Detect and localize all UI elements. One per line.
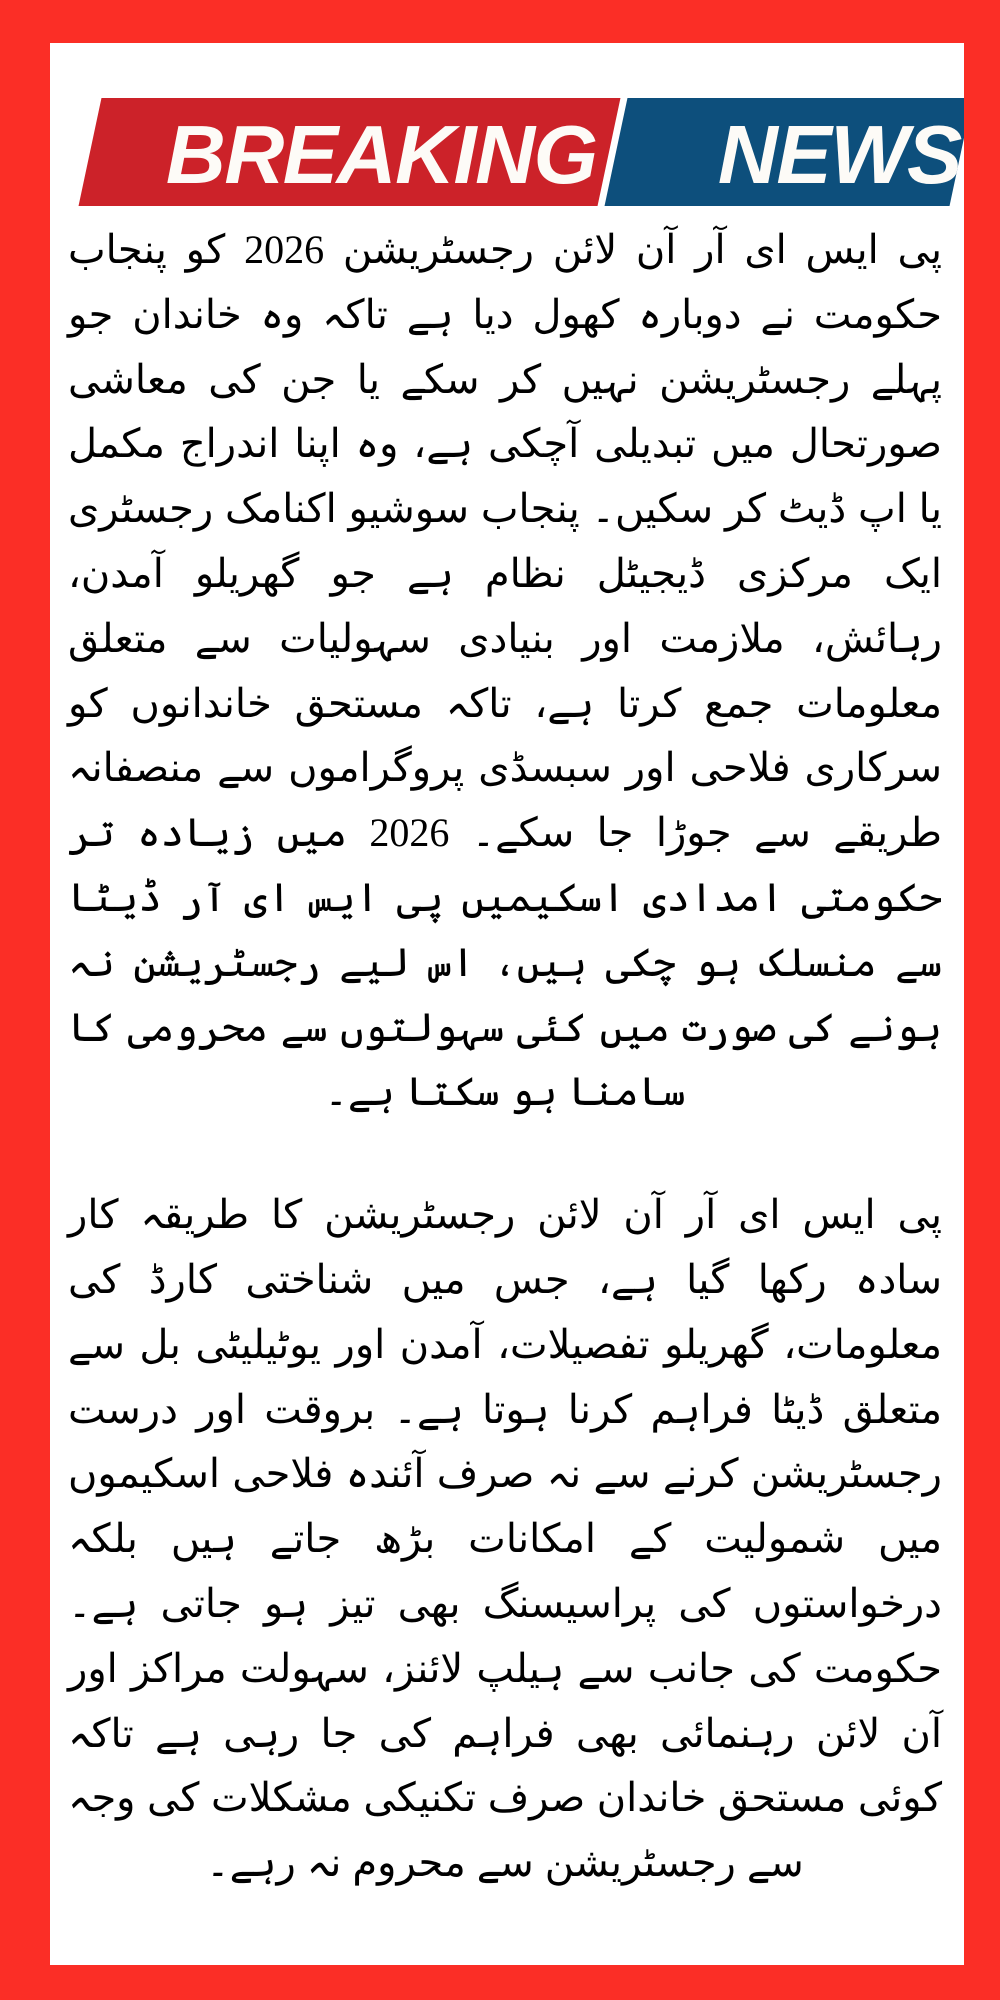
banner-word-breaking: BREAKING (166, 107, 597, 201)
banner-red-block (79, 98, 621, 206)
article-card (50, 43, 964, 1965)
article-body (50, 218, 964, 1896)
article-paragraph-2: پی ایس ای آر آن لائن رجسٹریشن کا طریقہ کار سادہ رکھا گیا ہے، جس میں شناختی کارڈ کی معلومات، گھریلو تفصیلات، آمدن اور یوٹیلیٹی بل سے متعلق ڈیٹا فراہم کرنا ہوتا ہے۔ بروقت اور درست رجسٹریشن کرنے سے نہ صرف آئندہ فلاحی اسکیموں میں شمولیت کے امکانات بڑھ جاتے ہیں بلکہ درخواستوں کی پراسیسنگ بھی تیز ہو جاتی ہے۔ حکومت کی جانب سے ہیلپ لائنز، سہولت مراکز اور آن لائن رہنمائی بھی فراہم کی جا رہی ہے تاکہ کوئی مستحق خاندان صرف تکنیکی مشکلات کی وجہ سے رجسٹریشن سے محروم نہ رہے۔ (68, 1192, 942, 1886)
banner-blue-block (605, 98, 964, 206)
article-paragraph-1: پی ایس ای آر آن لائن رجسٹریشن 2026 کو پنجاب حکومت نے دوبارہ کھول دیا ہے تاکہ وہ خاندان جو پہلے رجسٹریشن نہیں کر سکے یا جن کی معاشی صورتحال میں تبدیلی آچکی ہے، وہ اپنا اندراج مکمل یا اپ ڈیٹ کر سکیں۔ پنجاب سوشیو اکنامک رجسٹری ایک مرکزی ڈیجیٹل نظام ہے جو گھریلو آمدن، رہائش، ملازمت اور بنیادی سہولیات سے متعلق معلومات جمع کرتا ہے، تاکہ مستحق خاندانوں کو سرکاری فلاحی اور سبسڈی پروگراموں سے منصفانہ طریقے سے جوڑا جا سکے۔ 2026 میں زیادہ تر حکومتی امدادی اسکیمیں پی ایس ای آر ڈیٹا سے منسلک ہو چکی ہیں، اس لیے رجسٹریشن نہ ہونے کی صورت میں کئی سہولتوں سے محرومی کا سامنا ہو سکتا ہے۔ (68, 227, 942, 1115)
breaking-news-banner (50, 98, 964, 206)
banner-word-news: NEWS (718, 107, 961, 201)
